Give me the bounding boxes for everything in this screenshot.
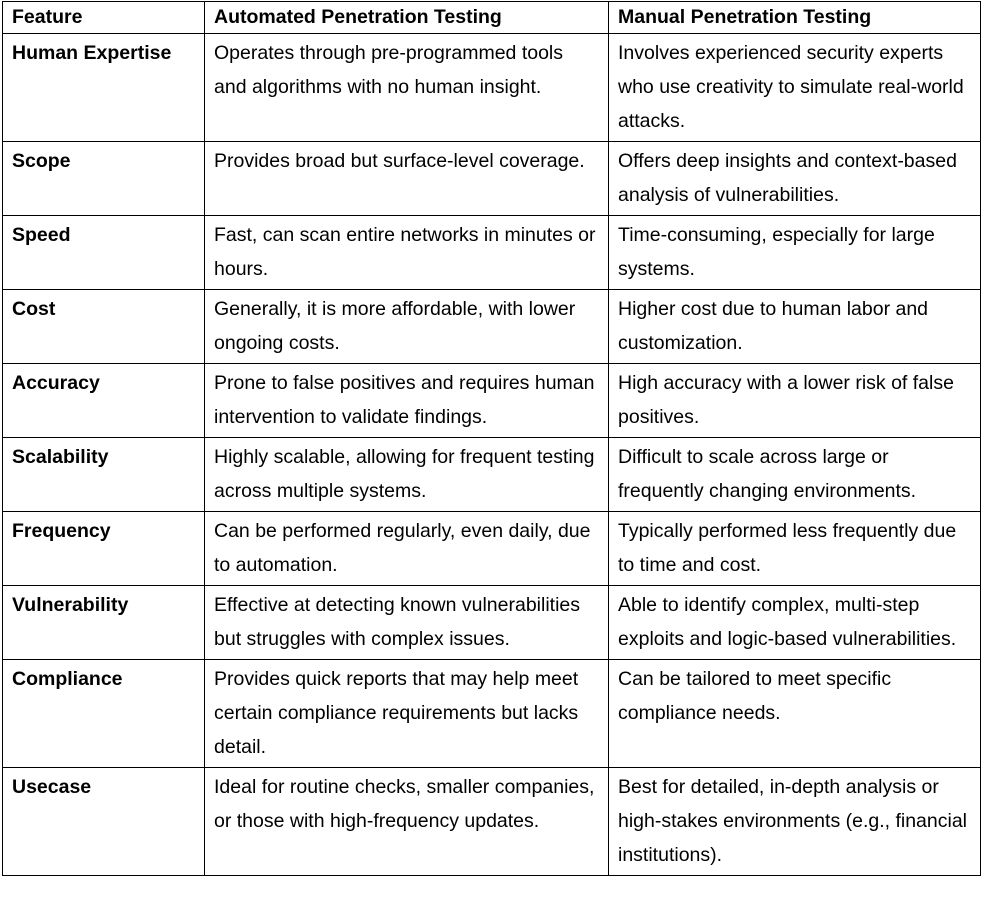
manual-cell: Can be tailored to meet specific compliance needs. [609,660,981,768]
header-feature: Feature [3,2,205,34]
table-row [3,586,981,660]
automated-cell: Provides quick reports that may help meet certain compliance requirements but lacks detail. [205,660,609,768]
table-row [3,768,981,876]
automated-cell: Fast, can scan entire networks in minutes or hours. [205,216,609,290]
header-row [3,2,981,34]
manual-cell: Difficult to scale across large or frequently changing environments. [609,438,981,512]
feature-cell: Accuracy [3,364,205,438]
table-row [3,512,981,586]
feature-cell: Speed [3,216,205,290]
manual-cell: Involves experienced security experts who use creativity to simulate real-world attacks. [609,34,981,142]
manual-cell: Time-consuming, especially for large systems. [609,216,981,290]
feature-cell: Scalability [3,438,205,512]
feature-cell: Compliance [3,660,205,768]
feature-cell: Usecase [3,768,205,876]
table-row [3,438,981,512]
table-row [3,216,981,290]
feature-cell: Human Expertise [3,34,205,142]
automated-cell: Effective at detecting known vulnerabilities but struggles with complex issues. [205,586,609,660]
automated-cell: Operates through pre-programmed tools and algorithms with no human insight. [205,34,609,142]
automated-cell: Generally, it is more affordable, with lower ongoing costs. [205,290,609,364]
automated-cell: Provides broad but surface-level coverage. [205,142,609,216]
feature-cell: Frequency [3,512,205,586]
feature-cell: Cost [3,290,205,364]
table-row [3,660,981,768]
table-row [3,34,981,142]
automated-cell: Highly scalable, allowing for frequent testing across multiple systems. [205,438,609,512]
table-body [3,34,981,876]
manual-cell: Offers deep insights and context-based analysis of vulnerabilities. [609,142,981,216]
header-automated: Automated Penetration Testing [205,2,609,34]
manual-cell: Typically performed less frequently due to time and cost. [609,512,981,586]
manual-cell: Able to identify complex, multi-step exploits and logic-based vulnerabilities. [609,586,981,660]
manual-cell: Higher cost due to human labor and customization. [609,290,981,364]
header-manual: Manual Penetration Testing [609,2,981,34]
automated-cell: Can be performed regularly, even daily, due to automation. [205,512,609,586]
table-row [3,142,981,216]
table-row [3,364,981,438]
comparison-table [2,1,981,876]
feature-cell: Vulnerability [3,586,205,660]
manual-cell: High accuracy with a lower risk of false positives. [609,364,981,438]
automated-cell: Ideal for routine checks, smaller companies, or those with high-frequency updates. [205,768,609,876]
manual-cell: Best for detailed, in-depth analysis or high-stakes environments (e.g., financial institutions). [609,768,981,876]
automated-cell: Prone to false positives and requires human intervention to validate findings. [205,364,609,438]
table-row [3,290,981,364]
table-header [3,2,981,34]
feature-cell: Scope [3,142,205,216]
